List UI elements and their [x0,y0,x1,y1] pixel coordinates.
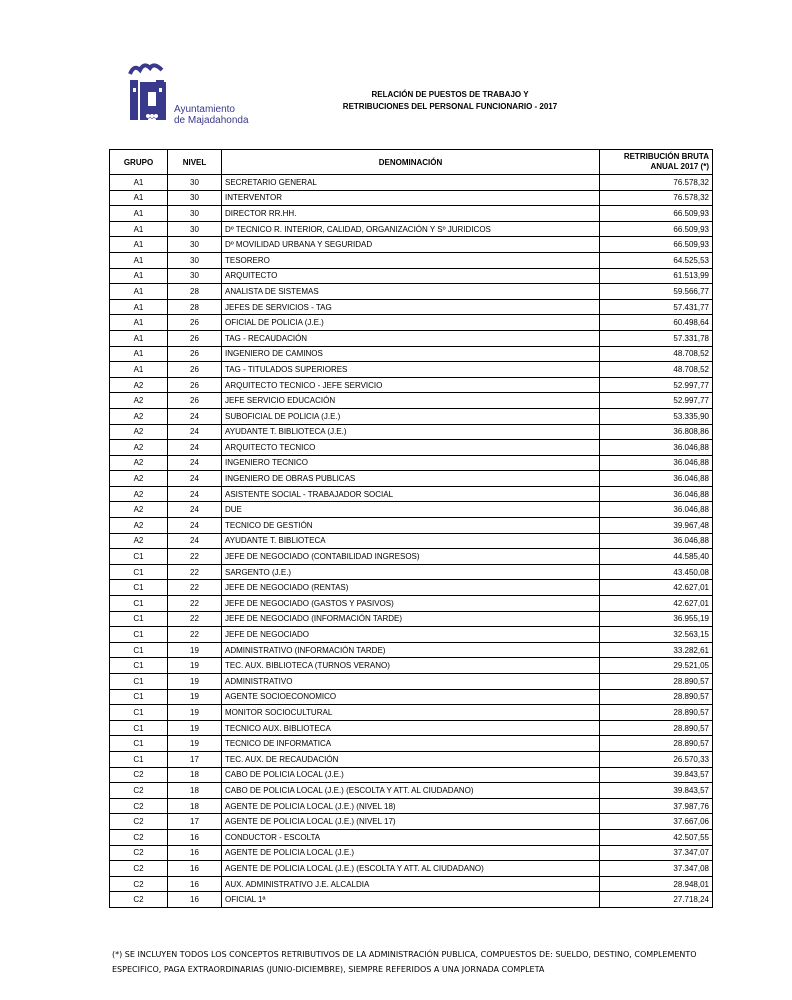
cell-denominacion: INTERVENTOR [222,190,600,206]
cell-nivel: 16 [168,845,222,861]
table-row [110,502,713,518]
cell-nivel: 30 [168,206,222,222]
cell-retribucion: 28.890,57 [600,705,713,721]
table-row [110,845,713,861]
cell-nivel: 24 [168,408,222,424]
table-row [110,642,713,658]
cell-retribucion: 76.578,32 [600,190,713,206]
cell-denominacion: TEC. AUX. BIBLIOTECA (TURNOS VERANO) [222,658,600,674]
cell-nivel: 26 [168,346,222,362]
cell-nivel: 19 [168,736,222,752]
cell-grupo: C2 [110,814,168,830]
cell-denominacion: AGENTE SOCIOECONOMICO [222,689,600,705]
cell-grupo: C2 [110,829,168,845]
cell-grupo: C1 [110,674,168,690]
logo-text [174,104,249,126]
cell-grupo: C2 [110,861,168,877]
cell-nivel: 19 [168,720,222,736]
logo-line1: Ayuntamiento [174,104,235,115]
cell-grupo: A1 [110,221,168,237]
cell-denominacion: DIRECTOR RR.HH. [222,206,600,222]
cell-retribucion: 43.450,08 [600,564,713,580]
cell-retribucion: 36.046,88 [600,502,713,518]
cell-grupo: A1 [110,175,168,191]
cell-retribucion: 28.890,57 [600,674,713,690]
table-row [110,284,713,300]
cell-grupo: A1 [110,330,168,346]
cell-denominacion: MONITOR SOCIOCULTURAL [222,705,600,721]
cell-grupo: C2 [110,783,168,799]
cell-retribucion: 27.718,24 [600,892,713,908]
cell-retribucion: 33.282,61 [600,642,713,658]
cell-nivel: 22 [168,596,222,612]
table-row [110,580,713,596]
cell-denominacion: JEFE DE NEGOCIADO (RENTAS) [222,580,600,596]
cell-retribucion: 42.627,01 [600,580,713,596]
cell-denominacion: JEFE DE NEGOCIADO (CONTABILIDAD INGRESOS) [222,549,600,565]
cell-retribucion: 66.509,93 [600,237,713,253]
cell-retribucion: 48.708,52 [600,362,713,378]
cell-retribucion: 36.046,88 [600,486,713,502]
cell-grupo: A1 [110,268,168,284]
cell-grupo: A1 [110,190,168,206]
cell-grupo: C1 [110,564,168,580]
table-row [110,268,713,284]
cell-retribucion: 29.521,05 [600,658,713,674]
table-row [110,829,713,845]
cell-grupo: A2 [110,502,168,518]
cell-denominacion: ARQUITECTO TECNICO [222,440,600,456]
cell-nivel: 24 [168,533,222,549]
cell-retribucion: 52.997,77 [600,393,713,409]
cell-grupo: C1 [110,705,168,721]
cell-nivel: 26 [168,393,222,409]
table-row [110,315,713,331]
cell-retribucion: 36.955,19 [600,611,713,627]
cell-denominacion: TEC. AUX. DE RECAUDACIÓN [222,751,600,767]
cell-denominacion: TESORERO [222,252,600,268]
cell-grupo: A2 [110,533,168,549]
table-row [110,549,713,565]
table-row [110,486,713,502]
cell-grupo: C1 [110,658,168,674]
cell-nivel: 17 [168,814,222,830]
cell-nivel: 16 [168,876,222,892]
cell-nivel: 19 [168,658,222,674]
table-row [110,455,713,471]
cell-grupo: C1 [110,549,168,565]
cell-nivel: 24 [168,455,222,471]
table-row [110,814,713,830]
salary-table [109,149,713,908]
cell-retribucion: 39.843,57 [600,783,713,799]
cell-retribucion: 42.627,01 [600,596,713,612]
table-row [110,393,713,409]
cell-nivel: 22 [168,627,222,643]
cell-nivel: 24 [168,518,222,534]
cell-denominacion: INGENIERO DE CAMINOS [222,346,600,362]
cell-nivel: 30 [168,252,222,268]
header-retribucion [600,150,713,175]
header-denominacion: DENOMINACIÓN [222,150,600,175]
cell-retribucion: 36.046,88 [600,455,713,471]
cell-grupo: A2 [110,455,168,471]
cell-denominacion: INGENIERO DE OBRAS PUBLICAS [222,471,600,487]
cell-denominacion: JEFES DE SERVICIOS - TAG [222,299,600,315]
table-row [110,720,713,736]
table-row [110,362,713,378]
table-row [110,876,713,892]
table-row [110,767,713,783]
table-row [110,674,713,690]
cell-retribucion: 28.948,01 [600,876,713,892]
table-row [110,330,713,346]
cell-denominacion: CABO DE POLICIA LOCAL (J.E.) (ESCOLTA Y ATT. AL CIUDADANO) [222,783,600,799]
cell-retribucion: 64.525,53 [600,252,713,268]
table-row [110,221,713,237]
cell-denominacion: Dº TECNICO R. INTERIOR, CALIDAD, ORGANIZACIÓN Y Sº JURIDICOS [222,221,600,237]
cell-nivel: 19 [168,689,222,705]
cell-nivel: 22 [168,611,222,627]
cell-retribucion: 36.808,86 [600,424,713,440]
cell-grupo: A1 [110,299,168,315]
cell-grupo: A2 [110,471,168,487]
cell-denominacion: JEFE SERVICIO EDUCACIÓN [222,393,600,409]
cell-retribucion: 57.331,78 [600,330,713,346]
table-row [110,596,713,612]
cell-nivel: 24 [168,486,222,502]
cell-nivel: 26 [168,362,222,378]
table-row [110,440,713,456]
cell-grupo: C1 [110,627,168,643]
cell-denominacion: AYUDANTE T. BIBLIOTECA [222,533,600,549]
cell-grupo: C2 [110,845,168,861]
cell-nivel: 26 [168,330,222,346]
title-line2: RETRIBUCIONES DEL PERSONAL FUNCIONARIO - 2017 [342,102,558,111]
cell-retribucion: 76.578,32 [600,175,713,191]
cell-nivel: 16 [168,892,222,908]
cell-retribucion: 39.843,57 [600,767,713,783]
table-row [110,611,713,627]
title-line1: RELACIÓN DE PUESTOS DE TRABAJO Y [371,90,529,99]
cell-retribucion: 39.967,48 [600,518,713,534]
cell-denominacion: AGENTE DE POLICIA LOCAL (J.E.) [222,845,600,861]
cell-grupo: A1 [110,315,168,331]
table-row [110,377,713,393]
logo-line2: de Majadahonda [174,115,249,126]
table-row [110,892,713,908]
table-row [110,237,713,253]
cell-nivel: 22 [168,564,222,580]
cell-nivel: 24 [168,471,222,487]
cell-nivel: 30 [168,190,222,206]
cell-grupo: C1 [110,720,168,736]
cell-grupo: A2 [110,408,168,424]
table-row [110,518,713,534]
table-row [110,190,713,206]
cell-nivel: 16 [168,829,222,845]
cell-nivel: 24 [168,440,222,456]
cell-grupo: C1 [110,736,168,752]
cell-grupo: C2 [110,798,168,814]
table-row [110,346,713,362]
cell-grupo: C2 [110,876,168,892]
cell-grupo: C1 [110,596,168,612]
cell-retribucion: 28.890,57 [600,736,713,752]
cell-grupo: A1 [110,284,168,300]
cell-nivel: 30 [168,175,222,191]
cell-nivel: 28 [168,299,222,315]
cell-grupo: C1 [110,580,168,596]
cell-grupo: A1 [110,362,168,378]
table-header-row [110,150,713,175]
cell-denominacion: DUE [222,502,600,518]
cell-nivel: 18 [168,783,222,799]
cell-nivel: 28 [168,284,222,300]
cell-retribucion: 36.046,88 [600,440,713,456]
table-row [110,798,713,814]
footnote-line2: ESPECIFICO, PAGA EXTRAORDINARIAS (JUNIO-DICIEMBRE), SIEMPRE REFERIDOS A UNA JORNADA COMPLETA [112,965,545,974]
cell-nivel: 30 [168,221,222,237]
cell-nivel: 22 [168,580,222,596]
cell-nivel: 30 [168,268,222,284]
cell-retribucion: 42.507,55 [600,829,713,845]
cell-denominacion: ASISTENTE SOCIAL - TRABAJADOR SOCIAL [222,486,600,502]
cell-denominacion: Dº MOVILIDAD URBANA Y SEGURIDAD [222,237,600,253]
cell-retribucion: 60.498,64 [600,315,713,331]
cell-retribucion: 32.563,15 [600,627,713,643]
cell-denominacion: JEFE DE NEGOCIADO (INFORMACIÓN TARDE) [222,611,600,627]
cell-denominacion: CABO DE POLICIA LOCAL (J.E.) [222,767,600,783]
cell-retribucion: 57.431,77 [600,299,713,315]
cell-nivel: 24 [168,502,222,518]
cell-denominacion: TAG - TITULADOS SUPERIORES [222,362,600,378]
cell-grupo: A2 [110,518,168,534]
cell-denominacion: JEFE DE NEGOCIADO [222,627,600,643]
cell-nivel: 24 [168,424,222,440]
cell-denominacion: ANALISTA DE SISTEMAS [222,284,600,300]
cell-denominacion: ADMINISTRATIVO (INFORMACIÓN TARDE) [222,642,600,658]
cell-denominacion: SARGENTO (J.E.) [222,564,600,580]
cell-retribucion: 52.997,77 [600,377,713,393]
cell-nivel: 17 [168,751,222,767]
cell-retribucion: 66.509,93 [600,206,713,222]
cell-denominacion: TECNICO DE INFORMATICA [222,736,600,752]
header-retribucion-line2: ANUAL 2017 (*) [650,162,709,171]
cell-denominacion: ARQUITECTO [222,268,600,284]
cell-denominacion: ARQUITECTO TECNICO - JEFE SERVICIO [222,377,600,393]
footnote-line1: (*) SE INCLUYEN TODOS LOS CONCEPTOS RETRIBUTIVOS DE LA ADMINISTRACIÓN PUBLICA, COMPUESTOS DE: SUELDO, DESTINO, COMPLEMENTO [112,950,697,959]
cell-grupo: A1 [110,206,168,222]
table-row [110,533,713,549]
cell-denominacion: TAG - RECAUDACIÓN [222,330,600,346]
cell-nivel: 19 [168,642,222,658]
cell-grupo: C1 [110,751,168,767]
header-retribucion-line1: RETRIBUCIÓN BRUTA [623,152,709,161]
cell-retribucion: 44.585,40 [600,549,713,565]
table-row [110,471,713,487]
cell-grupo: A2 [110,440,168,456]
table-row [110,424,713,440]
cell-grupo: A2 [110,377,168,393]
cell-grupo: C1 [110,642,168,658]
cell-grupo: A2 [110,424,168,440]
cell-nivel: 19 [168,674,222,690]
cell-nivel: 19 [168,705,222,721]
cell-retribucion: 26.570,33 [600,751,713,767]
cell-retribucion: 66.509,93 [600,221,713,237]
document-title [320,89,580,113]
cell-retribucion: 28.890,57 [600,689,713,705]
cell-denominacion: OFICIAL DE POLICIA (J.E.) [222,315,600,331]
cell-nivel: 26 [168,377,222,393]
cell-nivel: 26 [168,315,222,331]
cell-denominacion: TECNICO DE GESTIÓN [222,518,600,534]
cell-retribucion: 36.046,88 [600,471,713,487]
cell-grupo: C2 [110,767,168,783]
cell-retribucion: 37.347,07 [600,845,713,861]
cell-grupo: A2 [110,486,168,502]
header-nivel: NIVEL [168,150,222,175]
cell-nivel: 16 [168,861,222,877]
cell-denominacion: INGENIERO TECNICO [222,455,600,471]
cell-retribucion: 37.667,06 [600,814,713,830]
cell-nivel: 22 [168,549,222,565]
cell-retribucion: 36.046,88 [600,533,713,549]
footnote [112,947,722,977]
cell-denominacion: TECNICO AUX. BIBLIOTECA [222,720,600,736]
table-row [110,175,713,191]
cell-retribucion: 59.566,77 [600,284,713,300]
cell-denominacion: AGENTE DE POLICIA LOCAL (J.E.) (NIVEL 18) [222,798,600,814]
table-row [110,689,713,705]
cell-grupo: A2 [110,393,168,409]
table-row [110,627,713,643]
table-row [110,658,713,674]
cell-denominacion: SUBOFICIAL DE POLICIA (J.E.) [222,408,600,424]
cell-retribucion: 48.708,52 [600,346,713,362]
table-row [110,783,713,799]
cell-nivel: 18 [168,767,222,783]
table-row [110,751,713,767]
table-row [110,736,713,752]
table-row [110,206,713,222]
table-row [110,564,713,580]
cell-denominacion: CONDUCTOR - ESCOLTA [222,829,600,845]
cell-retribucion: 28.890,57 [600,720,713,736]
cell-denominacion: AYUDANTE T. BIBLIOTECA (J.E.) [222,424,600,440]
table-row [110,408,713,424]
cell-denominacion: ADMINISTRATIVO [222,674,600,690]
cell-grupo: A1 [110,346,168,362]
cell-retribucion: 37.347,08 [600,861,713,877]
cell-grupo: C1 [110,689,168,705]
cell-denominacion: SECRETARIO GENERAL [222,175,600,191]
cell-grupo: A1 [110,252,168,268]
cell-grupo: C2 [110,892,168,908]
table-row [110,299,713,315]
cell-denominacion: AGENTE DE POLICIA LOCAL (J.E.) (ESCOLTA Y ATT. AL CIUDADANO) [222,861,600,877]
table-row [110,252,713,268]
cell-retribucion: 53.335,90 [600,408,713,424]
cell-grupo: A1 [110,237,168,253]
header-grupo: GRUPO [110,150,168,175]
cell-denominacion: OFICIAL 1ª [222,892,600,908]
cell-denominacion: AGENTE DE POLICIA LOCAL (J.E.) (NIVEL 17) [222,814,600,830]
table-row [110,861,713,877]
cell-grupo: C1 [110,611,168,627]
cell-denominacion: JEFE DE NEGOCIADO (GASTOS Y PASIVOS) [222,596,600,612]
cell-retribucion: 37.987,76 [600,798,713,814]
cell-denominacion: AUX. ADMINISTRATIVO J.E. ALCALDIA [222,876,600,892]
cell-retribucion: 61.513,99 [600,268,713,284]
cell-nivel: 30 [168,237,222,253]
table-row [110,705,713,721]
cell-nivel: 18 [168,798,222,814]
